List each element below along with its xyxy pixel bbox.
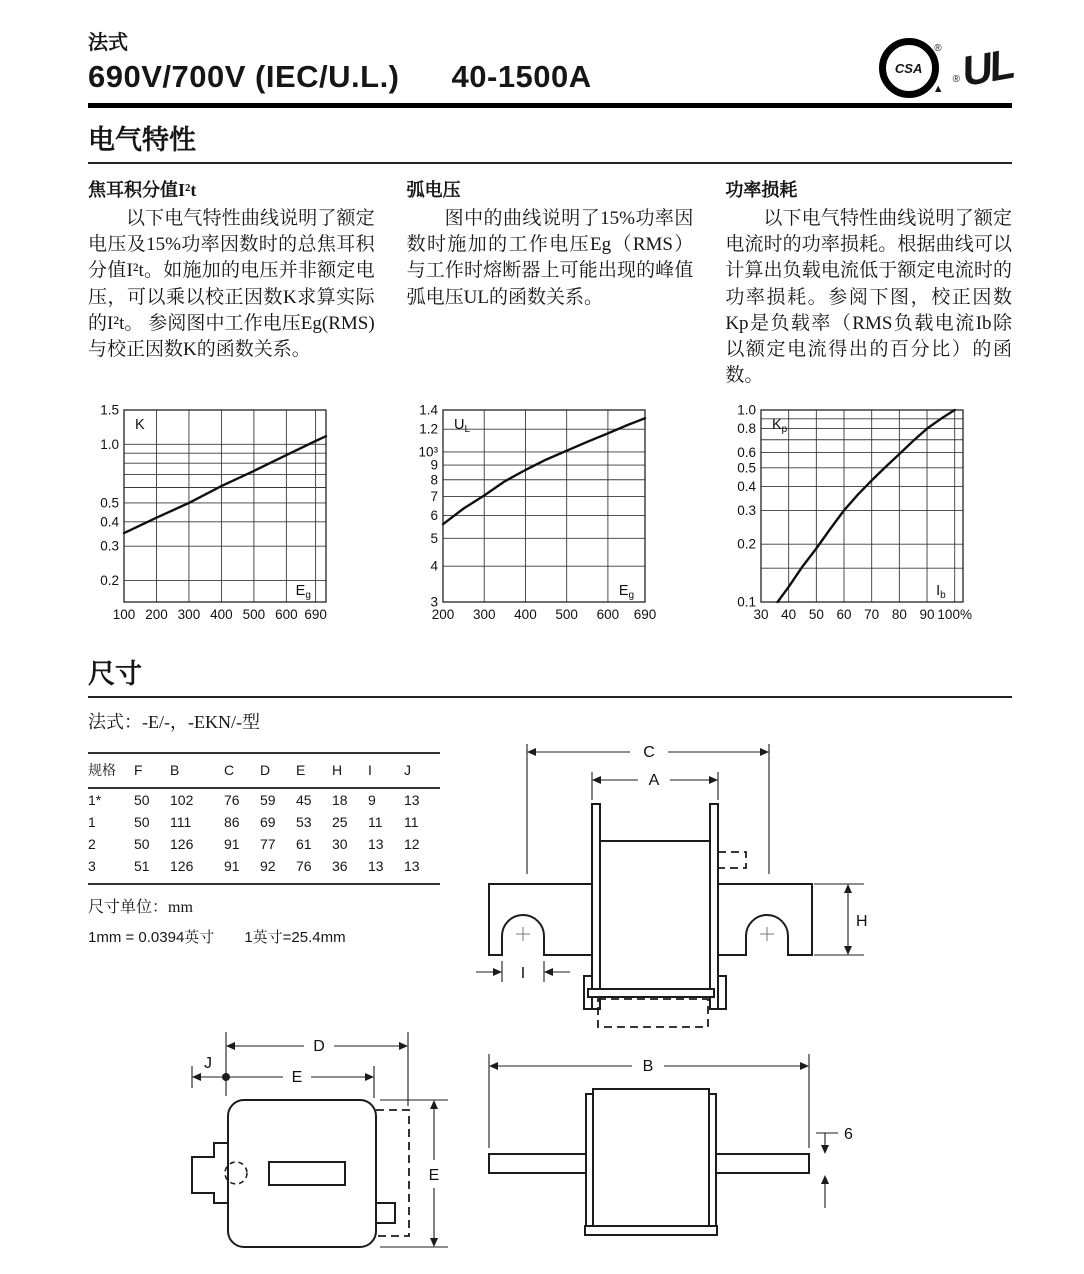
table-row <box>88 833 440 855</box>
table-cell: 111 <box>170 813 192 830</box>
column-i2t <box>88 164 375 390</box>
x-tick-label: 200 <box>145 606 168 622</box>
table-cell: 25 <box>331 813 348 830</box>
column-body: 以下电气特性曲线说明了额定电压及15%功率因数时的总焦耳积分值I²t。如施加的电压并非额定电压，可以乘以校正因数K求算实际的I²t。 参阅图中工作电压Eg(RMS)与校正因数K的函数关系。 <box>88 208 375 361</box>
x-tick-label: 80 <box>892 606 908 622</box>
table-cell: 50 <box>134 791 150 808</box>
table-header-cell: 规格 <box>88 753 134 788</box>
conversion-inch-to-mm: 1英寸=25.4mm <box>244 928 346 946</box>
dim-label-i: I <box>520 964 526 982</box>
table-cell: 13 <box>404 855 440 884</box>
csa-logo-icon <box>879 38 944 98</box>
charts-row <box>88 404 1012 626</box>
table-header-cell: B <box>170 753 224 788</box>
table-header-cell: I <box>368 753 404 788</box>
x-tick-label: 50 <box>809 606 825 622</box>
table-cell: 53 <box>295 813 312 830</box>
ul-logo-icon <box>952 40 1016 95</box>
table-cell: 11 <box>367 813 383 830</box>
table-cell: 13 <box>403 791 420 808</box>
y-tick-label: 0.4 <box>100 513 119 529</box>
unit-note-line: 尺寸单位：mm <box>88 898 193 916</box>
table-cell: 86 <box>223 813 240 830</box>
table-row <box>88 855 440 884</box>
x-tick-label: 690 <box>633 606 656 622</box>
table-cell: 102 <box>170 791 194 808</box>
table-cell: 61 <box>295 835 312 852</box>
table-cell: 18 <box>331 791 348 808</box>
x-tick-label: 200 <box>431 606 454 622</box>
table-header-cell: H <box>332 753 368 788</box>
table-header-cell: C <box>224 753 260 788</box>
table-cell: 13 <box>367 835 384 852</box>
table-cell: 126 <box>170 835 194 852</box>
x-tick-label: 300 <box>177 606 201 622</box>
table-cell: 3 <box>88 855 134 884</box>
dim-label-e-vertical: E <box>428 1166 440 1184</box>
y-tick-label: 1.2 <box>418 421 438 437</box>
y-tick-label: 3 <box>430 594 438 610</box>
table-cell: 69 <box>259 813 276 830</box>
series-label: 法式 <box>88 32 128 54</box>
y-axis-corner-label: $U_L$ <box>453 416 470 435</box>
y-tick-label: 5 <box>430 530 438 546</box>
y-tick-label: 0.1 <box>737 594 757 610</box>
table-row <box>88 788 440 811</box>
y-tick-label: 7 <box>430 488 438 504</box>
table-cell: 9 <box>367 791 376 808</box>
fuse-top-view-drawing <box>152 1020 488 1274</box>
y-tick-label: 1.4 <box>418 403 438 418</box>
x-tick-label: 40 <box>781 606 797 622</box>
table-cell: 1* <box>88 791 102 808</box>
current-rating: 40-1500A <box>451 59 592 94</box>
dim-label-j: J <box>204 1054 212 1072</box>
table-cell: 1 <box>88 813 96 830</box>
x-tick-label: 600 <box>275 606 298 622</box>
table-cell: 50 <box>134 835 150 852</box>
y-tick-label: 0.3 <box>100 538 119 554</box>
x-tick-label: 90 <box>919 606 935 622</box>
dim-label-h: H <box>856 912 868 930</box>
table-header-cell: F <box>134 753 170 788</box>
conversion-note-line <box>88 926 346 947</box>
y-tick-label: 0.5 <box>737 459 757 475</box>
fuse-front-view-drawing <box>472 724 892 1036</box>
chart-ul-vs-eg <box>407 404 659 626</box>
x-tick-label: 600 <box>596 606 619 622</box>
y-tick-label: 10³ <box>418 443 438 459</box>
header-rule <box>88 103 1012 108</box>
table-cell: 91 <box>223 835 240 852</box>
certification-logos <box>879 38 1016 98</box>
column-title: 焦耳积分值I²t <box>88 180 197 200</box>
section-heading-dimensions: 尺寸 <box>88 652 1012 698</box>
dim-label-e-horizontal: E <box>291 1068 303 1086</box>
chart-kp-vs-ib <box>725 404 977 626</box>
x-tick-label: 30 <box>753 606 769 622</box>
dim-label-c: C <box>643 743 655 761</box>
y-tick-label: 8 <box>430 471 438 487</box>
x-axis-corner-label: $E_g$ <box>618 582 634 601</box>
table-cell: 11 <box>403 813 419 830</box>
y-tick-label: 0.8 <box>737 420 757 436</box>
y-tick-label: 1.5 <box>100 403 119 418</box>
table-cell: 30 <box>331 835 348 852</box>
dim-label-thickness: 6 <box>844 1125 853 1143</box>
voltage-rating: 690V/700V (IEC/U.L.) <box>88 59 400 94</box>
column-body: 以下电气特性曲线说明了额定电流时的功率损耗。根据曲线可以计算出负载电流低于额定电流时的功率损耗。参阅下图，校正因数Kp是负载率（RMS负载电流Ib除以额定电流得出的百分比）的函数。 <box>725 208 1012 387</box>
table-cell: 126 <box>170 855 224 884</box>
x-tick-label: 400 <box>513 606 537 622</box>
table-cell: 92 <box>260 855 296 884</box>
conversion-mm-to-inch: 1mm = 0.0394英寸 <box>88 928 215 946</box>
y-tick-label: 9 <box>430 457 438 473</box>
table-header-cell: D <box>260 753 296 788</box>
x-tick-label: 60 <box>836 606 852 622</box>
dim-label-a: A <box>648 771 660 789</box>
y-tick-label: 0.4 <box>737 478 757 494</box>
csa-logo-text: CSA <box>894 60 923 76</box>
x-tick-label: 70 <box>864 606 880 622</box>
table-cell: 45 <box>295 791 312 808</box>
x-tick-label: 400 <box>210 606 233 622</box>
table-cell: 59 <box>259 791 276 808</box>
y-tick-label: 1.0 <box>100 436 119 452</box>
x-tick-label: 500 <box>242 606 266 622</box>
dim-label-d: D <box>313 1037 325 1055</box>
dimensions-table <box>88 752 440 885</box>
y-axis-corner-label: $K_p$ <box>772 416 788 435</box>
table-cell: 91 <box>224 855 260 884</box>
registered-mark-icon: ® <box>952 74 960 85</box>
chart-k-vs-eg <box>88 404 340 626</box>
page-title <box>88 59 1012 95</box>
dimensions-layout <box>88 738 1012 1274</box>
table-cell: 76 <box>223 791 240 808</box>
x-tick-label: 690 <box>304 606 327 622</box>
column-title: 功率损耗 <box>725 180 798 200</box>
fuse-side-view-drawing <box>472 1036 892 1251</box>
column-arc-voltage <box>407 164 694 390</box>
electrical-text-columns <box>88 164 1012 390</box>
table-header-cell: E <box>296 753 332 788</box>
csa-triangle-icon: ▲ <box>932 83 944 95</box>
table-cell: 51 <box>134 855 170 884</box>
x-tick-label: 500 <box>555 606 578 622</box>
ul-logo-text: UL <box>958 40 1016 95</box>
table-row <box>88 811 440 833</box>
y-tick-label: 0.5 <box>100 494 119 510</box>
registered-mark-icon: ® <box>934 43 942 54</box>
x-axis-corner-label: $E_g$ <box>295 582 311 601</box>
y-tick-label: 0.2 <box>737 536 757 552</box>
x-tick-label: 300 <box>472 606 496 622</box>
variant-line: 法式：-E/-，-EKN/-型 <box>88 711 260 732</box>
column-body: 图中的曲线说明了15%功率因数时施加的工作电压Eg（RMS）与工作时熔断器上可能出现的峰值弧电压UL的函数关系。 <box>406 208 694 308</box>
table-cell: 77 <box>259 835 276 852</box>
x-tick-label: 100 <box>112 606 136 622</box>
table-cell: 2 <box>88 835 96 852</box>
table-cell: 50 <box>134 813 150 830</box>
section-heading-electrical: 电气特性 <box>88 118 1012 164</box>
table-header-row <box>88 753 440 788</box>
table-cell: 12 <box>403 835 420 852</box>
table-header-cell: J <box>404 753 440 788</box>
y-tick-label: 4 <box>430 558 438 574</box>
table-cell: 76 <box>296 855 332 884</box>
x-axis-corner-label: $I_b$ <box>936 582 946 601</box>
y-tick-label: 0.3 <box>737 502 757 518</box>
dim-label-b: B <box>642 1057 654 1075</box>
y-tick-label: 1.0 <box>737 403 757 418</box>
x-tick-label: 100% <box>937 606 973 622</box>
y-tick-label: 0.6 <box>737 444 757 460</box>
table-cell: 36 <box>332 855 368 884</box>
y-tick-label: 6 <box>430 507 438 523</box>
table-cell: 13 <box>368 855 404 884</box>
y-tick-label: 0.2 <box>100 572 119 588</box>
column-power-loss <box>725 164 1012 390</box>
y-axis-corner-label: K <box>135 416 145 433</box>
column-title: 弧电压 <box>406 180 461 200</box>
units-note <box>88 894 346 947</box>
